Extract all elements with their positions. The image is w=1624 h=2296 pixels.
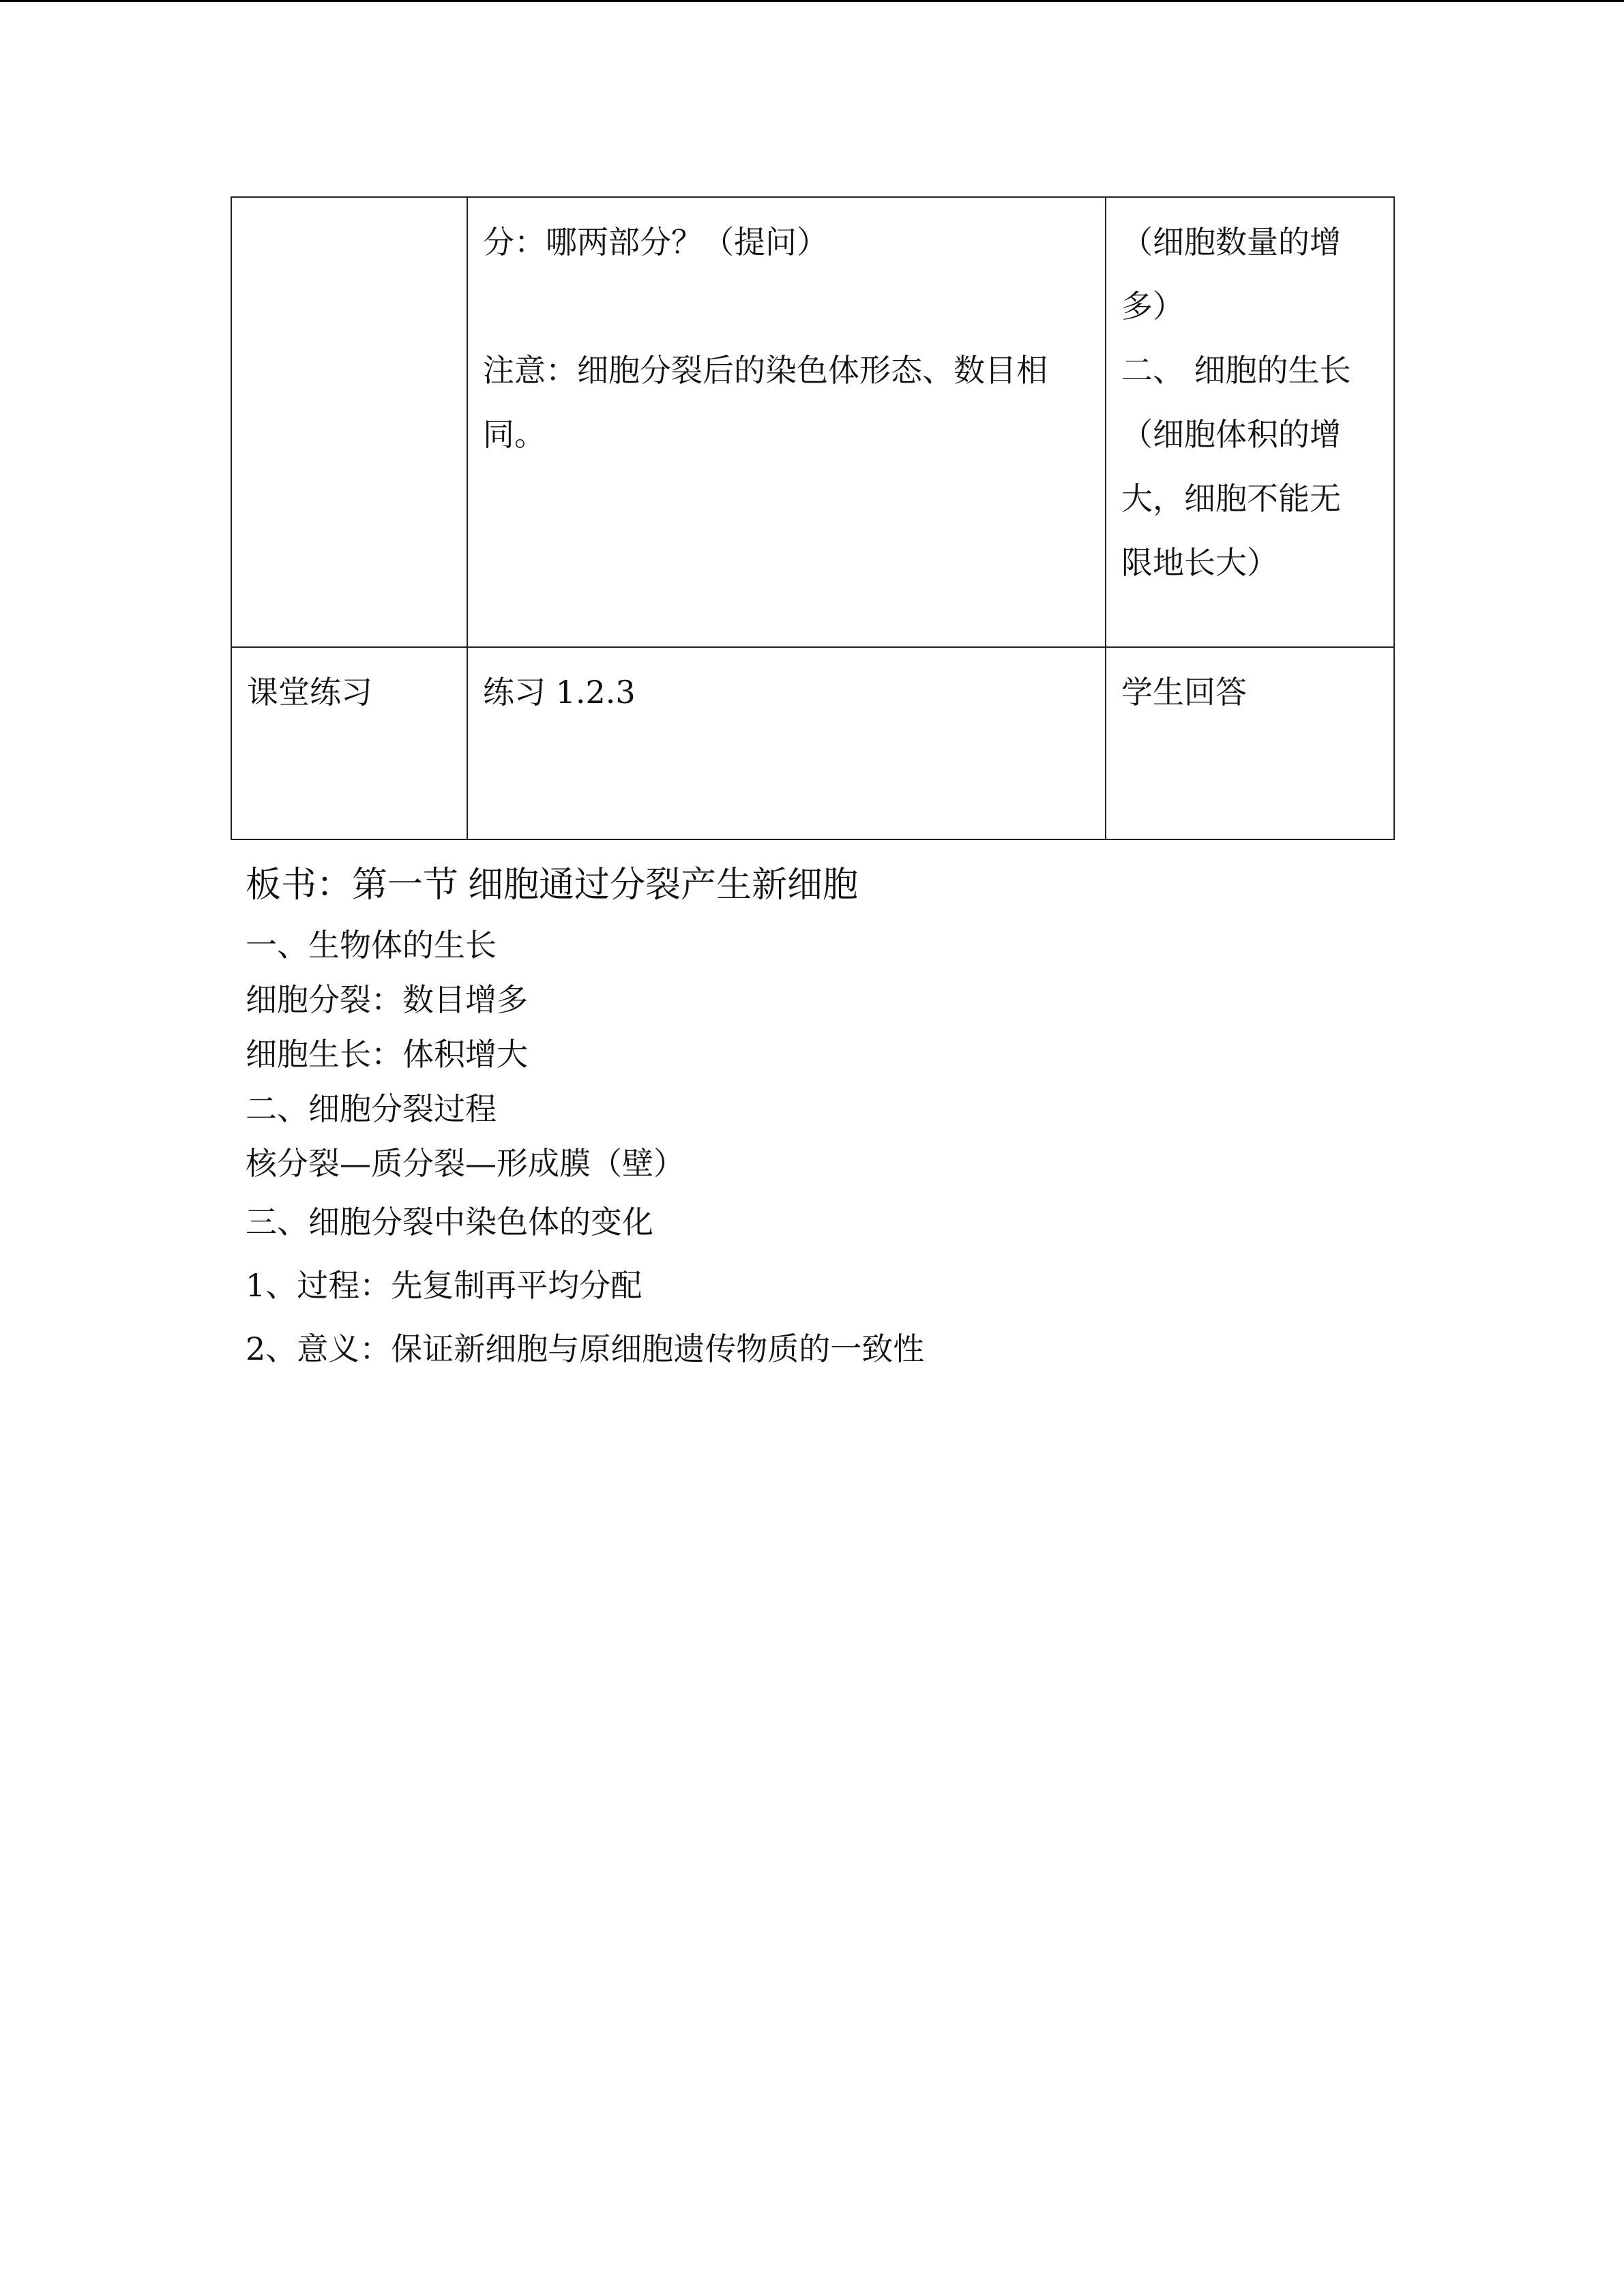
cell-text: 学生回答 xyxy=(1121,674,1247,711)
cell-text: （细胞体积的增 xyxy=(1121,416,1341,453)
cell-text: 练习 1.2.3 xyxy=(483,674,636,711)
cell-text: 限地长大） xyxy=(1121,544,1278,581)
cell-text: 分：哪两部分？（提问） xyxy=(483,224,828,260)
board-line: 二、细胞分裂过程 xyxy=(246,1090,497,1127)
board-line: 三、细胞分裂中染色体的变化 xyxy=(246,1204,653,1240)
board-line: 细胞生长：体积增大 xyxy=(246,1036,528,1073)
board-line: 一、生物体的生长 xyxy=(246,927,497,964)
cell-text: 同。 xyxy=(483,416,546,453)
table-cell-stage xyxy=(231,197,467,647)
table-cell-stage xyxy=(231,647,467,839)
board-line: 细胞分裂：数目增多 xyxy=(246,981,528,1018)
blackboard-notes xyxy=(246,858,1405,1381)
table-cell-student-activity xyxy=(1106,197,1394,647)
table-cell-teacher-activity xyxy=(467,647,1106,839)
cell-text: 二、 细胞的生长 xyxy=(1121,352,1351,389)
board-label: 板书：第一节 xyxy=(246,865,459,906)
cell-text: 多） xyxy=(1121,288,1184,325)
cell-text: （细胞数量的增 xyxy=(1121,224,1341,260)
table-cell-student-activity xyxy=(1106,647,1394,839)
cell-text: 大，细胞不能无 xyxy=(1121,480,1341,517)
board-title: 细胞通过分裂产生新细胞 xyxy=(468,865,859,906)
lesson-plan-table xyxy=(231,196,1395,840)
board-line: 核分裂—质分裂—形成膜（壁） xyxy=(246,1145,685,1182)
table-row xyxy=(231,197,1394,647)
board-heading xyxy=(246,858,1405,912)
table-cell-teacher-activity xyxy=(467,197,1106,647)
cell-text: 注意：细胞分裂后的染色体形态、数目相 xyxy=(483,352,1048,389)
board-line: 1、过程：先复制再平均分配 xyxy=(246,1267,643,1304)
table-row xyxy=(231,647,1394,839)
board-line: 2、意义：保证新细胞与原细胞遗传物质的一致性 xyxy=(246,1330,925,1367)
cell-text: 课堂练习 xyxy=(247,674,372,711)
